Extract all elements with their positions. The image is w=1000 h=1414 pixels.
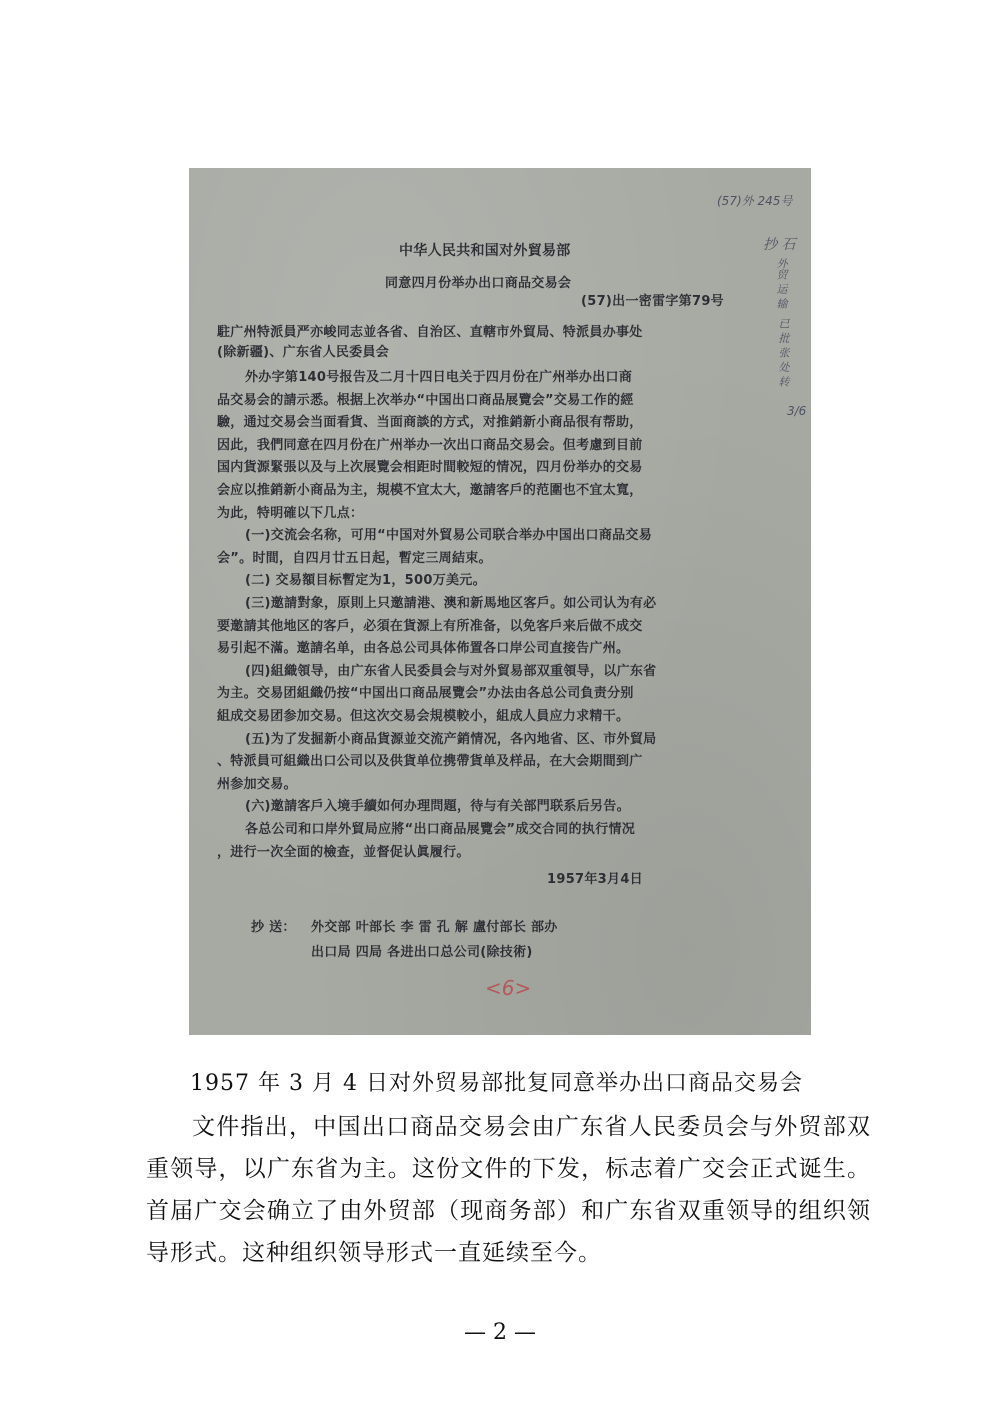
doc-body-line: 組成交易团参加交易。但这次交易会規模較小，組成人員应力求精干。: [217, 709, 630, 724]
figure-caption: 1957 年 3 月 4 日对外贸易部批复同意举办出口商品交易会: [190, 1071, 803, 1096]
doc-body-line: 易引起不滿。邀請名单，由各总公司具体佈置各口岸公司直接告广州。: [217, 641, 630, 657]
doc-body-line: ，进行一次全面的檢查，並督促认眞履行。: [217, 844, 470, 860]
handwritten-reference: (57)外 245号: [717, 194, 793, 208]
doc-body-line: 州参加交易。: [217, 776, 297, 792]
margin-note-1: 抄 石: [763, 237, 796, 253]
doc-body-line: 为主。交易团組織仍按“中国出口商品展覽会”办法由各总公司負责分别: [217, 686, 634, 702]
doc-body-line: (三)邀請對象，原則上只邀請港、澳和新馬地区客戶。如公司认为有必: [245, 596, 657, 611]
doc-body-line: 、特派員可組織出口公司以及供貨单位携帶貨单及样品，在大会期間到广: [217, 754, 643, 770]
doc-body-line: 会应以推銷新小商品为主，規模不宜太大，邀請客戶的范圍也不宜太寬，: [217, 483, 643, 498]
doc-cc-line: 外交部 叶部长 李 雷 孔 解 盧付部长 部办: [311, 920, 558, 935]
doc-cc-label: 抄 送：: [251, 920, 296, 935]
doc-recipient-line: (除新疆)、广东省人民委員会: [217, 345, 390, 360]
doc-subtitle: 同意四月份举办出口商品交易会: [385, 276, 572, 291]
margin-note-3: 已 批 张 处 转: [777, 318, 790, 387]
doc-body-line: 要邀請其他地区的客戶，必須在貨源上有所准备，以免客戶来后做不成交: [217, 618, 643, 634]
margin-note-4: 3/6: [787, 404, 807, 418]
doc-body-line: 因此，我們同意在四月份在广州举办一次出口商品交易会。但考慮到目前: [217, 437, 643, 453]
doc-body-line: 各总公司和口岸外貿局应將“出口商品展覽会”成交合同的执行情况: [245, 822, 636, 837]
doc-body-line: (四)組織領导，由广东省人民委員会与对外貿易部双重領导，以广东省: [245, 663, 657, 679]
scanned-document-photo: [189, 168, 811, 1035]
doc-date: 1957年3月4日: [547, 872, 643, 887]
doc-body-line: (一)交流会名称，可用“中国对外貿易公司联合举办中国出口商品交易: [245, 528, 653, 544]
doc-body-line: 外办字第140号报告及二月十四日电关于四月份在广州举办出口商: [245, 370, 633, 385]
doc-body-line: 会”。时間，自四月廿五日起，暫定三周結束。: [217, 550, 492, 566]
doc-body-line: 国内貨源緊張以及与上次展覽会相距时間較短的情况，四月份举办的交易: [217, 460, 643, 476]
doc-body-line: 驗，通过交易会当面看貨、当面商談的方式，对推銷新小商品很有帮助，: [217, 415, 643, 431]
doc-title: 中华人民共和国对外貿易部: [399, 243, 571, 259]
page-number: — 2 —: [464, 1320, 536, 1345]
doc-body-line: 为此，特明確以下几点：: [217, 505, 364, 521]
doc-body-line: 品交易会的請示悉。根据上次举办“中国出口商品展覽会”交易工作的經: [217, 392, 634, 408]
doc-recipient-line: 駐广州特派員严亦峻同志並各省、自治区、直轄市外貿局、特派員办事处: [217, 325, 643, 340]
doc-handwritten-page-mark: <6>: [485, 976, 532, 1000]
margin-note-2: 外贸 运 输: [775, 258, 788, 309]
doc-body-line: (六)邀請客戶入境手續如何办理問題，待与有关部門联系后另告。: [245, 799, 630, 815]
doc-body-line: (五)为了发掘新小商品貨源並交流产銷情况，各內地省、区、市外貿局: [245, 731, 657, 747]
doc-number: (57)出一密雷字第79号: [581, 294, 724, 309]
body-paragraph: 文件指出，中国出口商品交易会由广东省人民委员会与外贸部双重领导，以广东省为主。这份文件的下发，标志着广交会正式诞生。首届广交会确立了由外贸部（现商务部）和广东省双重领导的组织领导形式。这种组织领导形式一直延续至今。: [146, 1114, 871, 1266]
doc-body-line: (二) 交易額目标暫定为1，500万美元。: [245, 573, 486, 589]
doc-cc-line: 出口局 四局 各进出口总公司(除技術): [311, 945, 533, 960]
